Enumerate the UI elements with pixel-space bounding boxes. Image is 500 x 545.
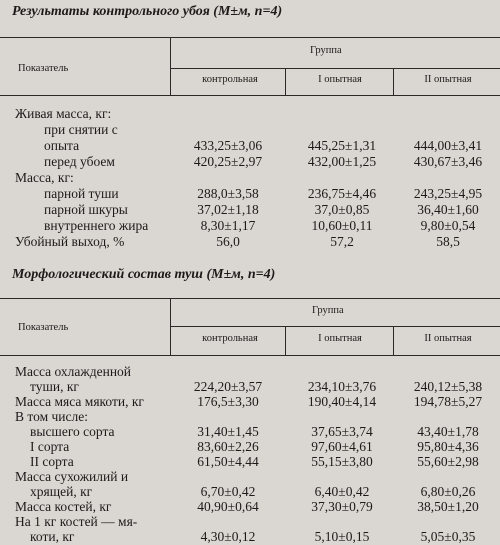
value-group-2: 38,50±1,20 [417,499,479,514]
row-label: Масса костей, кг [15,499,112,514]
table-row [0,394,500,409]
table1-col1-header: контрольная [202,74,258,85]
value-control: 288,0±3,58 [197,186,259,201]
row-label: Убойный выход, % [15,234,125,249]
table2-col-divider-2 [393,326,394,355]
value-group-1: 37,65±3,74 [311,424,373,439]
table1-col2-header: I опытная [318,74,362,85]
table-row [0,202,500,217]
value-group-2: 194,78±5,27 [413,394,483,409]
value-group-1: 97,60±4,61 [311,439,373,454]
table1-col-divider-1 [285,68,286,95]
table-row [0,186,500,201]
value-group-1: 37,30±0,79 [311,499,373,514]
value-control: 6,70±0,42 [200,484,256,499]
row-label: парной туши [44,186,119,201]
table1-indicator-header: Показатель [18,63,69,74]
table2-col3-header: II опытная [424,333,472,344]
value-group-2: 43,40±1,78 [417,424,479,439]
table-row [0,106,500,121]
row-label: II сорта [30,454,74,469]
row-label: высшего сорта [30,424,115,439]
value-control: 31,40±1,45 [197,424,259,439]
table1-group-header: Группа [310,45,342,56]
table2-col1-header: контрольная [202,333,258,344]
table-row [0,379,500,394]
value-group-2: 6,80±0,26 [420,484,476,499]
row-label: перед убоем [44,154,115,169]
row-label: опыта [44,138,80,153]
value-group-2: 36,40±1,60 [417,202,479,217]
table-row [0,170,500,185]
table-row [0,122,500,137]
value-group-2: 95,80±4,36 [417,439,479,454]
row-label: Масса, кг: [15,170,74,185]
value-group-2: 430,67±3,46 [413,154,483,169]
value-control: 224,20±3,57 [193,379,263,394]
row-label: В том числе: [15,409,88,424]
table-row [0,514,500,529]
value-group-2: 5,05±0,35 [420,529,476,544]
row-label: хрящей, кг [30,484,93,499]
row-label: На 1 кг костей — мя- [15,514,138,529]
value-control: 40,90±0,64 [197,499,259,514]
table2-col-divider-1 [285,326,286,355]
row-label: Масса охлажденной [15,364,132,379]
value-group-1: 5,10±0,15 [314,529,370,544]
value-group-1: 445,25±1,31 [307,138,377,153]
table-row [0,138,500,153]
value-group-1: 432,00±1,25 [307,154,377,169]
table-row [0,484,500,499]
table1-group-rule [170,68,500,69]
value-group-2: 444,00±3,41 [413,138,483,153]
table2-top-rule [0,298,500,299]
row-label: внутреннего жира [44,218,149,233]
table-row [0,234,500,249]
table2-caption: Морфологический состав туш (М±м, n=4) [12,267,276,282]
table-row [0,154,500,169]
value-control: 4,30±0,12 [200,529,256,544]
row-label: Масса мяса мякоти, кг [15,394,144,409]
value-group-2: 243,25±4,95 [413,186,483,201]
value-group-1: 37,0±0,85 [314,202,370,217]
row-label: туши, кг [30,379,79,394]
table1-caption: Результаты контрольного убоя (М±м, n=4) [12,4,283,19]
table2-col2-header: I опытная [318,333,362,344]
table-row [0,218,500,233]
table1-col-divider-2 [393,68,394,95]
value-group-1: 57,2 [330,234,354,249]
row-label: коти, кг [30,529,75,544]
table2-header-bottom-rule [0,355,500,356]
value-control: 56,0 [216,234,240,249]
row-label: Живая масса, кг: [15,106,112,121]
value-group-1: 55,15±3,80 [311,454,373,469]
table-row [0,529,500,544]
value-control: 61,50±4,44 [197,454,259,469]
value-group-2: 9,80±0,54 [420,218,476,233]
value-group-1: 10,60±0,11 [311,218,373,233]
table-row [0,454,500,469]
table-row [0,439,500,454]
value-control: 37,02±1,18 [197,202,259,217]
table1-col3-header: II опытная [424,74,472,85]
row-label: I сорта [30,439,70,454]
value-control: 420,25±2,97 [193,154,263,169]
row-label: парной шкуры [44,202,128,217]
value-group-2: 58,5 [436,234,460,249]
table2-group-header: Группа [312,305,344,316]
value-group-1: 6,40±0,42 [314,484,370,499]
table-row [0,409,500,424]
value-control: 433,25±3,06 [193,138,263,153]
value-control: 83,60±2,26 [197,439,259,454]
value-group-1: 190,40±4,14 [307,394,377,409]
value-group-2: 55,60±2,98 [417,454,479,469]
value-group-1: 236,75±4,46 [307,186,377,201]
table1-header-bottom-rule [0,95,500,96]
value-group-1: 234,10±3,76 [307,379,377,394]
value-control: 8,30±1,17 [200,218,256,233]
value-group-2: 240,12±5,38 [413,379,483,394]
table2-indicator-header: Показатель [18,322,69,333]
table-row [0,424,500,439]
value-control: 176,5±3,30 [197,394,259,409]
table-row [0,364,500,379]
table-row [0,469,500,484]
table-row [0,499,500,514]
row-label: Масса сухожилий и [15,469,129,484]
row-label: при снятии с [44,122,118,137]
table1-header-divider [170,37,171,95]
table1-top-rule [0,37,500,38]
table2-group-rule [170,326,500,327]
